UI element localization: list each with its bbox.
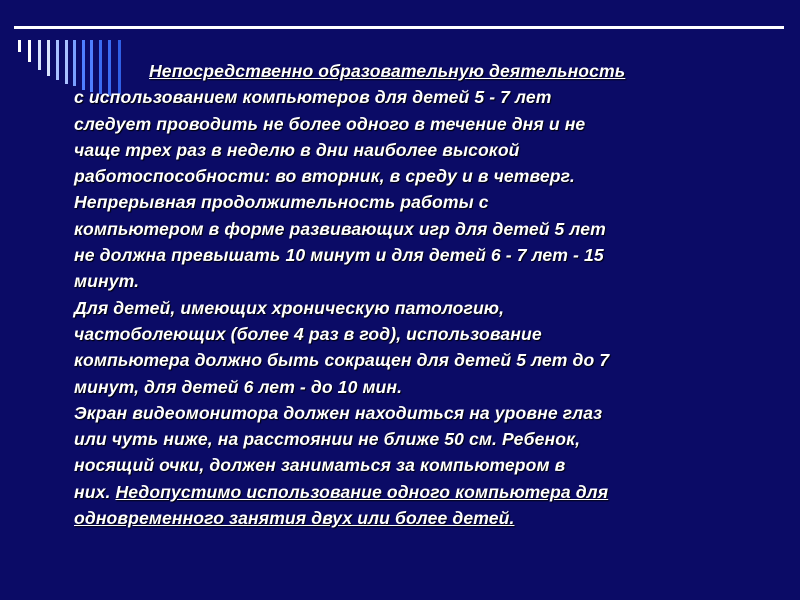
body-line-14: или чуть ниже, на расстоянии не ближе 50 см. Ребенок,: [74, 429, 581, 450]
body-line-12: минут, для детей 6 лет - до 10 мин.: [74, 376, 403, 397]
body-line-10: частоболеющих (более 4 раз в год), использование: [74, 323, 542, 344]
body-line-16: [74, 479, 774, 505]
body-line-2: следует проводить не более одного в течение дня и не: [74, 113, 586, 134]
body-line-9: Для детей, имеющих хроническую патологию,: [74, 297, 505, 318]
stripe-2: [28, 40, 31, 62]
body-line-6: компьютером в форме развивающих игр для детей 5 лет: [74, 218, 606, 239]
heading: Непосредственно образовательную деятельность: [149, 61, 626, 81]
stripe-6: [65, 40, 68, 84]
stripe-3: [38, 40, 41, 70]
body-line-15: носящий очки, должен заниматься за компьютером в: [74, 455, 566, 476]
body-line-8: минут.: [74, 271, 140, 292]
text-body: [74, 58, 774, 531]
stripe-4: [47, 40, 50, 76]
body-line-5: Непрерывная продолжительность работы с: [74, 192, 489, 213]
body-line-3: чаще трех раз в неделю в дни наиболее высокой: [74, 139, 520, 160]
stripe-5: [56, 40, 59, 80]
body-line-1: с использованием компьютеров для детей 5 - 7 лет: [74, 87, 552, 108]
top-rule: [14, 26, 784, 29]
body-line-4: работоспособности: во вторник, в среду и в четверг.: [74, 166, 575, 187]
body-line-7: не должна превышать 10 минут и для детей 6 - 7 лет - 15: [74, 245, 604, 266]
stripe-1: [18, 40, 21, 52]
warning-text-2: одновременного занятия двух или более детей.: [74, 508, 515, 529]
body-line-11: компьютера должно быть сокращен для детей 5 лет до 7: [74, 350, 610, 371]
body-line-13: Экран видеомонитора должен находиться на уровне глаз: [74, 402, 603, 423]
warning-text-1: Недопустимо использование одного компьютера для: [115, 481, 609, 502]
last-line-prefix: них.: [74, 481, 116, 502]
